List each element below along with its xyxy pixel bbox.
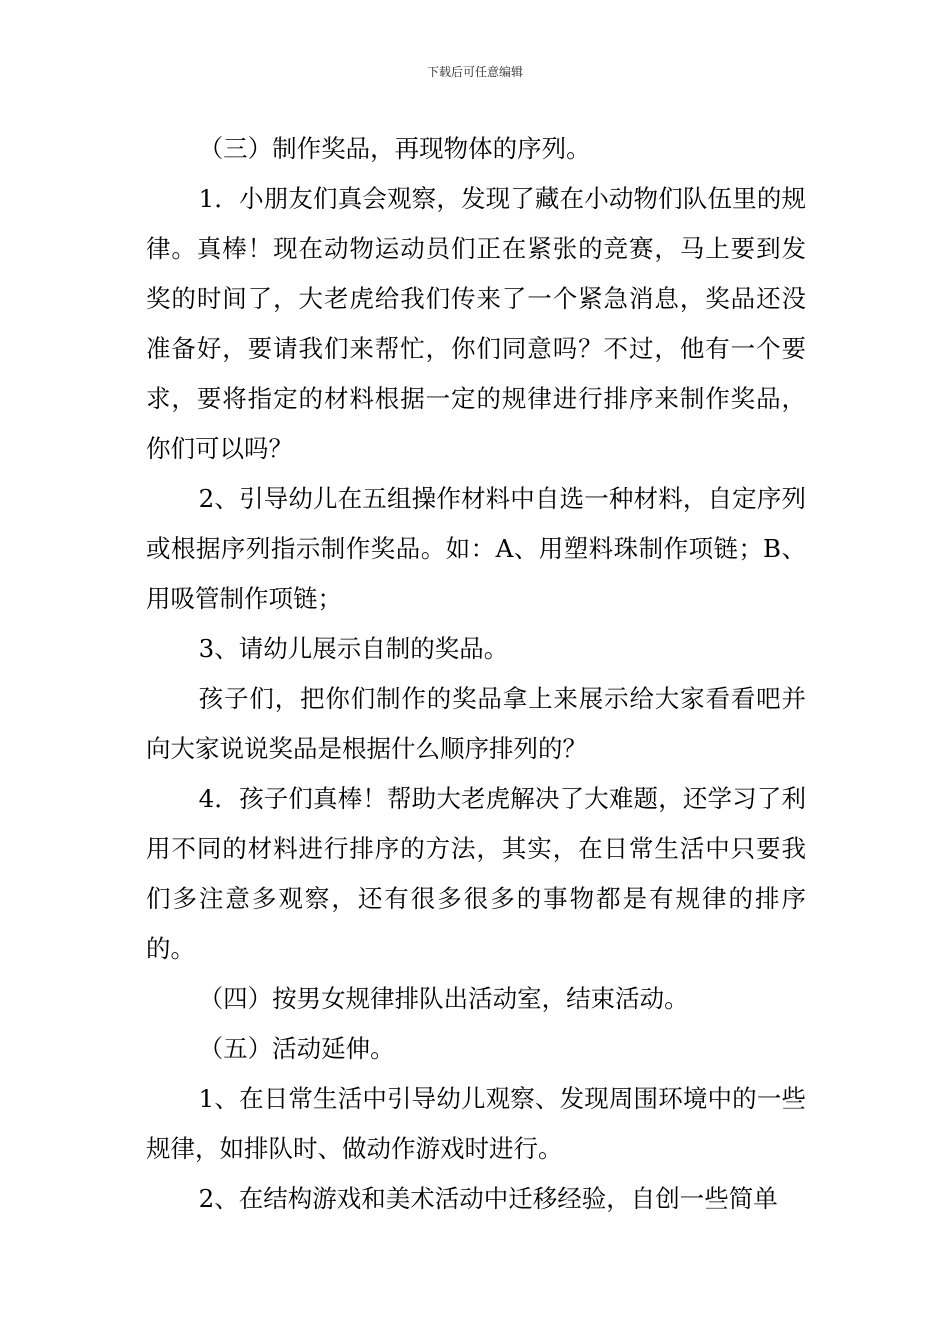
paragraph-extension-2: 2、在结构游戏和美术活动中迁移经验，自创一些简单 [198,1184,778,1213]
paragraph-step-1: 1．小朋友们真会观察，发现了藏在小动物们队伍里的规律。真棒！现在动物运动员们正在紧张的竞赛，马上要到发奖的时间了，大老虎给我们传来了一个紧急消息，奖品还没准备好，要请我们来帮忙，你们同意吗？不过，他有一个要求，要将指定的材料根据一定的规律进行排序来制作奖品，你们可以吗？ [146,184,806,463]
document-body [146,124,806,1224]
paragraph-show-prizes: 孩子们，把你们制作的奖品拿上来展示给大家看看吧并向大家说说奖品是根据什么顺序排列的？ [146,684,806,763]
section-heading-five: （五）活动延伸。 [198,1034,395,1063]
page-header-note: 下载后可任意编辑 [426,65,523,79]
section-heading-three: （三）制作奖品，再现物体的序列。 [198,134,591,163]
paragraph-step-4: 4．孩子们真棒！帮助大老虎解决了大难题，还学习了利用不同的材料进行排序的方法，其实，在日常生活中只要我们多注意多观察，还有很多很多的事物都是有规律的排序的。 [146,784,806,963]
paragraph-extension-1: 1、在日常生活中引导幼儿观察、发现周围环境中的一些规律，如排队时、做动作游戏时进行。 [146,1084,806,1163]
section-heading-four: （四）按男女规律排队出活动室，结束活动。 [198,984,689,1013]
paragraph-step-3: 3、请幼儿展示自制的奖品。 [198,634,509,663]
paragraph-step-2: 2、引导幼儿在五组操作材料中自选一种材料，自定序列或根据序列指示制作奖品。如：A、用塑料珠制作项链；B、用吸管制作项链； [146,484,806,613]
